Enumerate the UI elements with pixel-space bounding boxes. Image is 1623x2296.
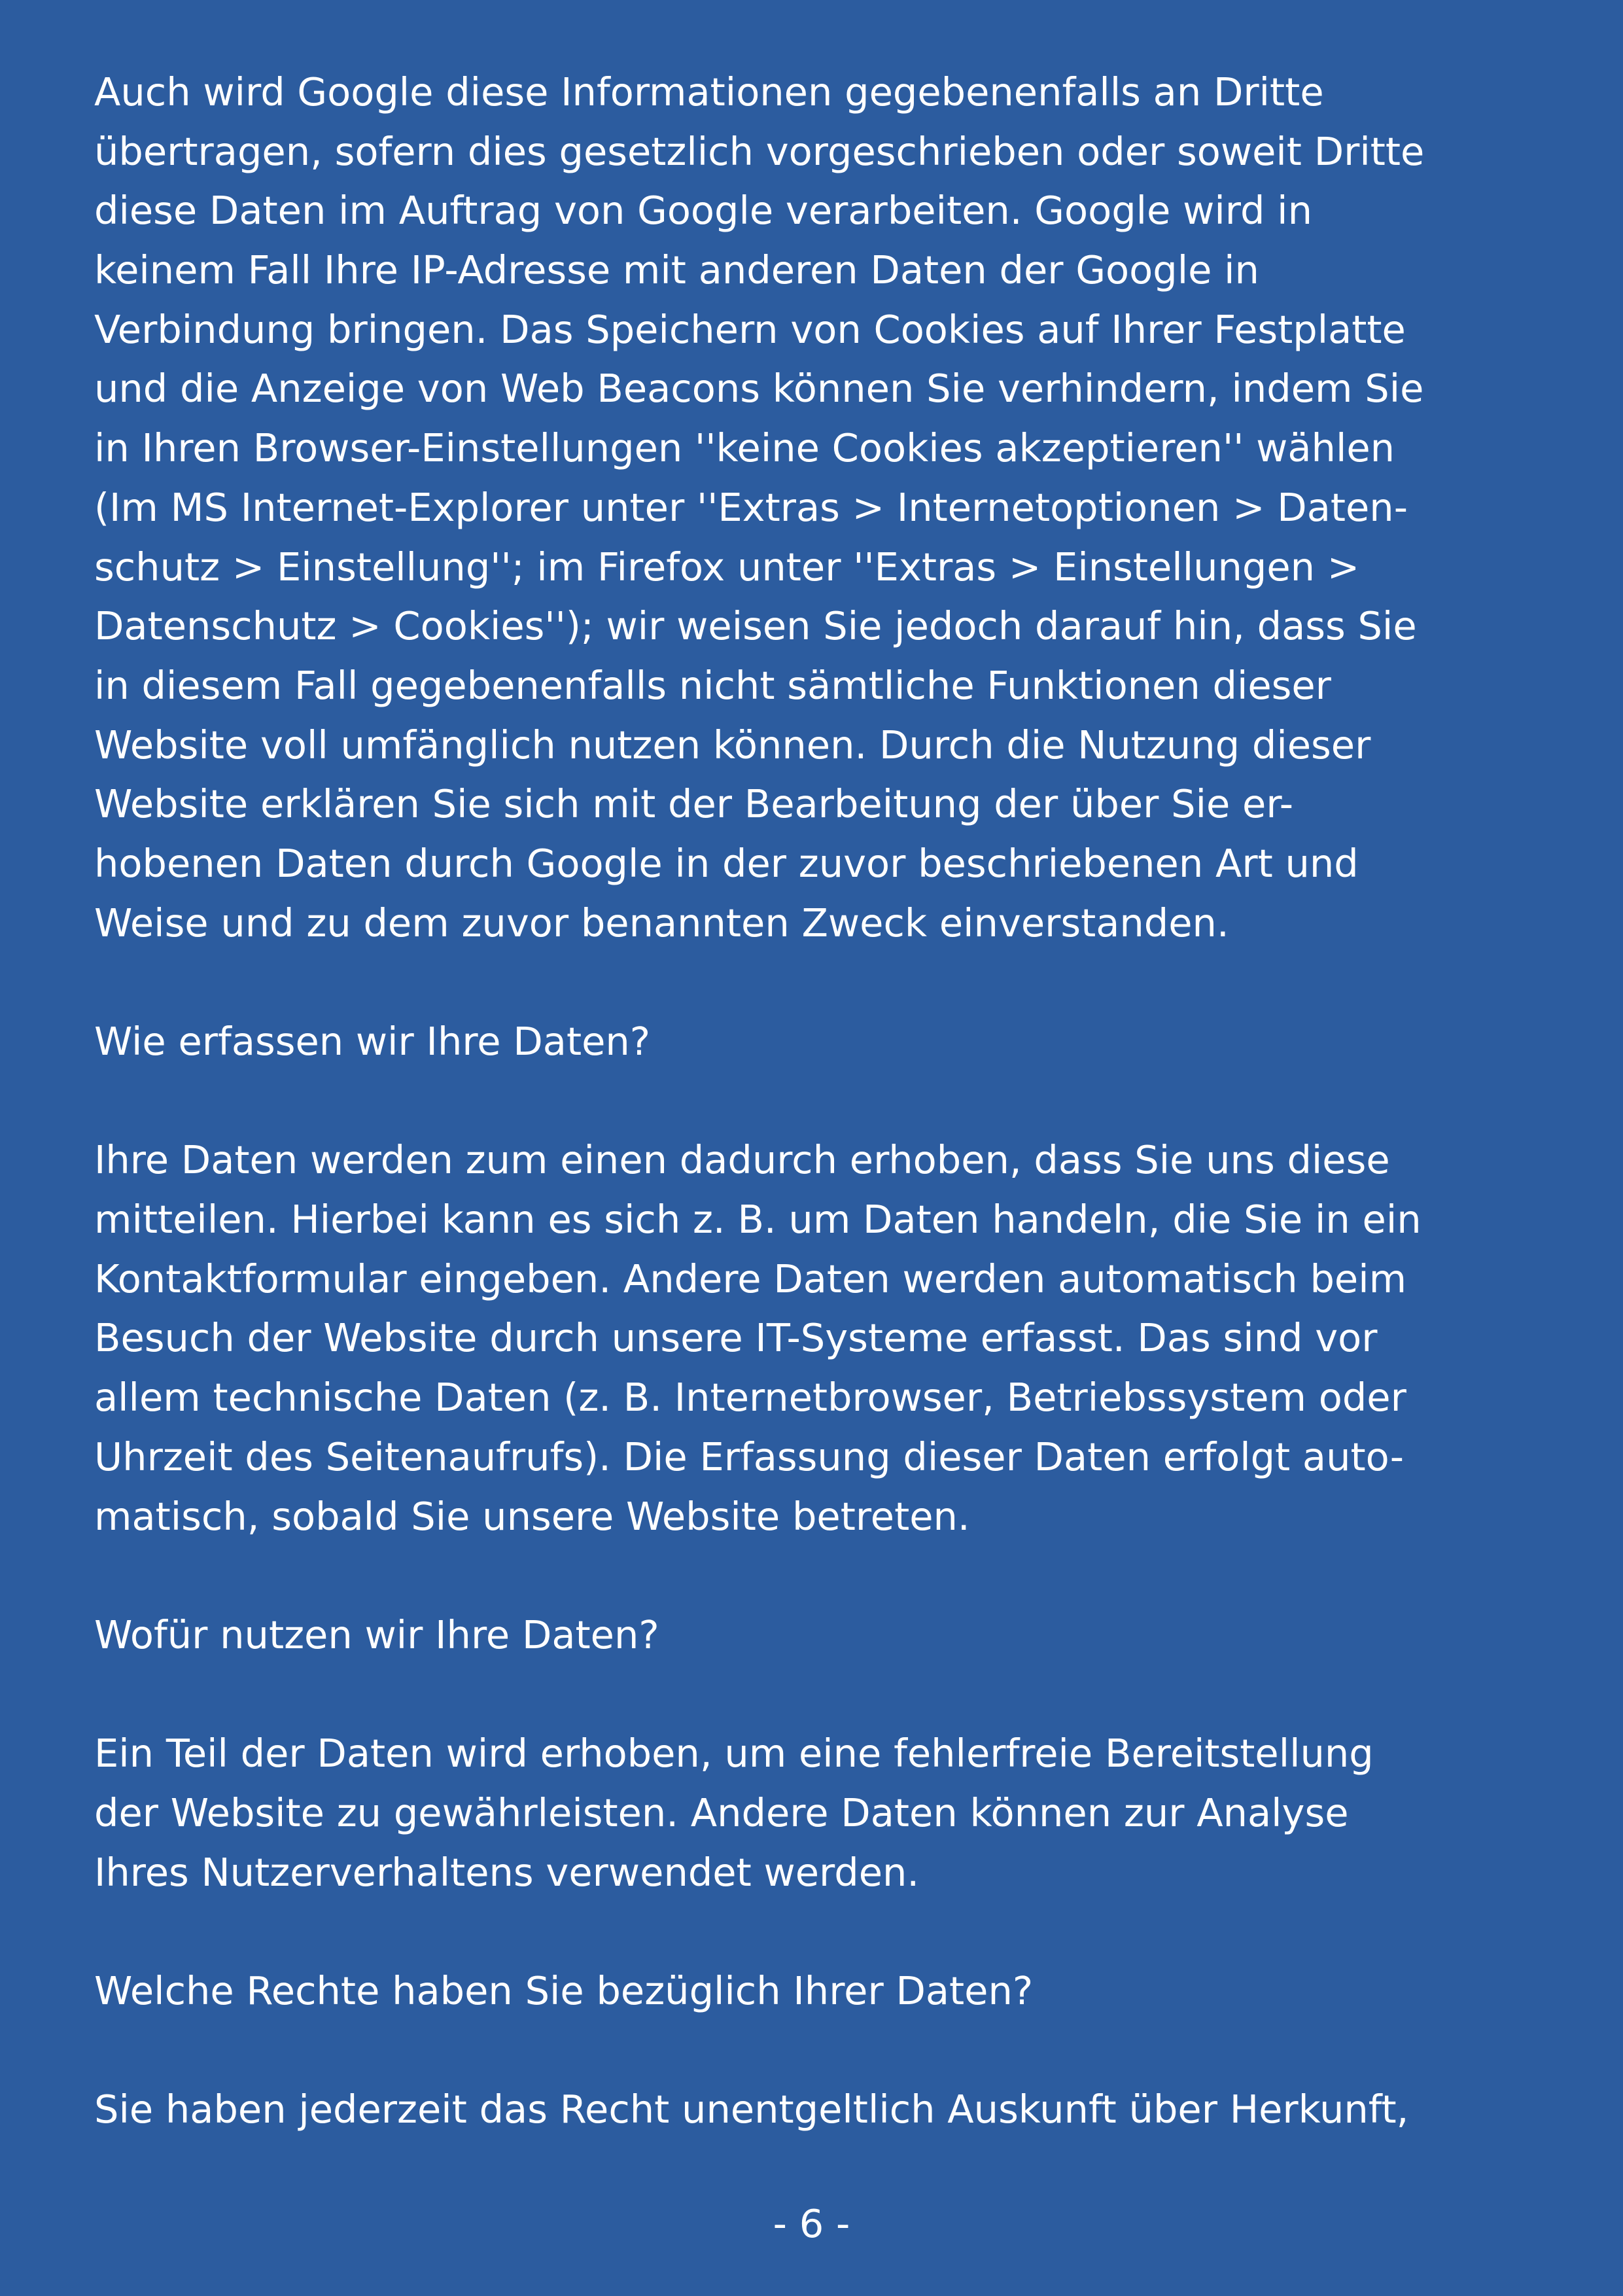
paragraph-spacer	[94, 1072, 1546, 1131]
heading-rights	[94, 1962, 1546, 2021]
document-page	[94, 63, 1546, 2140]
paragraph-spacer	[94, 953, 1546, 1012]
text-line: Website erklären Sie sich mit der Bearbeitung der über Sie er-	[94, 781, 1294, 827]
text-line: Datenschutz > Cookies''); wir weisen Sie jedoch darauf hin, dass Sie	[94, 603, 1417, 649]
text-line: matisch, sobald Sie unsere Website betreten.	[94, 1493, 970, 1539]
text-line: Ihre Daten werden zum einen dadurch erhoben, dass Sie uns diese	[94, 1137, 1390, 1183]
text-line: in diesem Fall gegebenenfalls nicht sämtliche Funktionen dieser	[94, 662, 1331, 708]
text-line: diese Daten im Auftrag von Google verarbeiten. Google wird in	[94, 188, 1312, 234]
section-heading: Wie erfassen wir Ihre Daten?	[94, 1019, 651, 1064]
paragraph-what-for	[94, 1724, 1546, 1902]
text-line: Sie haben jederzeit das Recht unentgeltlich Auskunft über Herkunft,	[94, 2087, 1409, 2132]
text-line: mitteilen. Hierbei kann es sich z. B. um Daten handeln, die Sie in ein	[94, 1197, 1422, 1243]
text-line: keinem Fall Ihre IP-Adresse mit anderen Daten der Google in	[94, 247, 1259, 293]
text-line: Besuch der Website durch unsere IT-Systeme erfasst. Das sind vor	[94, 1315, 1378, 1361]
page-number: - 6 -	[773, 2201, 850, 2246]
text-line: Verbindung bringen. Das Speichern von Cookies auf Ihrer Festplatte	[94, 306, 1406, 352]
text-line: Website voll umfänglich nutzen können. Durch die Nutzung dieser	[94, 722, 1371, 768]
heading-what-for	[94, 1606, 1546, 1665]
text-line: allem technische Daten (z. B. Internetbrowser, Betriebssystem oder	[94, 1375, 1406, 1421]
paragraph-spacer	[94, 1902, 1546, 1962]
text-line: Uhrzeit des Seitenaufrufs). Die Erfassung dieser Daten erfolgt auto-	[94, 1434, 1405, 1479]
text-line: schutz > Einstellung''; im Firefox unter ''Extras > Einstellungen >	[94, 544, 1360, 590]
paragraph-spacer	[94, 1546, 1546, 1606]
paragraph-google-data-transfer	[94, 63, 1546, 953]
text-line: in Ihren Browser-Einstellungen ''keine Cookies akzeptieren'' wählen	[94, 425, 1395, 471]
text-line: der Website zu gewährleisten. Andere Daten können zur Analyse	[94, 1790, 1349, 1835]
text-line: übertragen, sofern dies gesetzlich vorgeschrieben oder soweit Dritte	[94, 128, 1425, 174]
text-line: Weise und zu dem zuvor benannten Zweck einverstanden.	[94, 900, 1229, 945]
section-heading: Wofür nutzen wir Ihre Daten?	[94, 1612, 659, 1657]
paragraph-rights	[94, 2080, 1546, 2140]
text-line: Ein Teil der Daten wird erhoben, um eine fehlerfreie Bereitstellung	[94, 1731, 1374, 1776]
text-line: Auch wird Google diese Informationen gegebenenfalls an Dritte	[94, 69, 1324, 115]
text-line: und die Anzeige von Web Beacons können Sie verhindern, indem Sie	[94, 366, 1424, 412]
paragraph-spacer	[94, 2021, 1546, 2081]
heading-how-collect	[94, 1012, 1546, 1072]
section-heading: Welche Rechte haben Sie bezüglich Ihrer Daten?	[94, 1968, 1034, 2013]
text-line: Kontaktformular eingeben. Andere Daten werden automatisch beim	[94, 1256, 1407, 1301]
paragraph-how-collect	[94, 1131, 1546, 1546]
text-line: (Im MS Internet-Explorer unter ''Extras > Internetoptionen > Daten-	[94, 484, 1408, 530]
text-line: hobenen Daten durch Google in der zuvor beschriebenen Art und	[94, 840, 1359, 886]
paragraph-spacer	[94, 1665, 1546, 1725]
text-line: Ihres Nutzerverhaltens verwendet werden.	[94, 1849, 920, 1895]
